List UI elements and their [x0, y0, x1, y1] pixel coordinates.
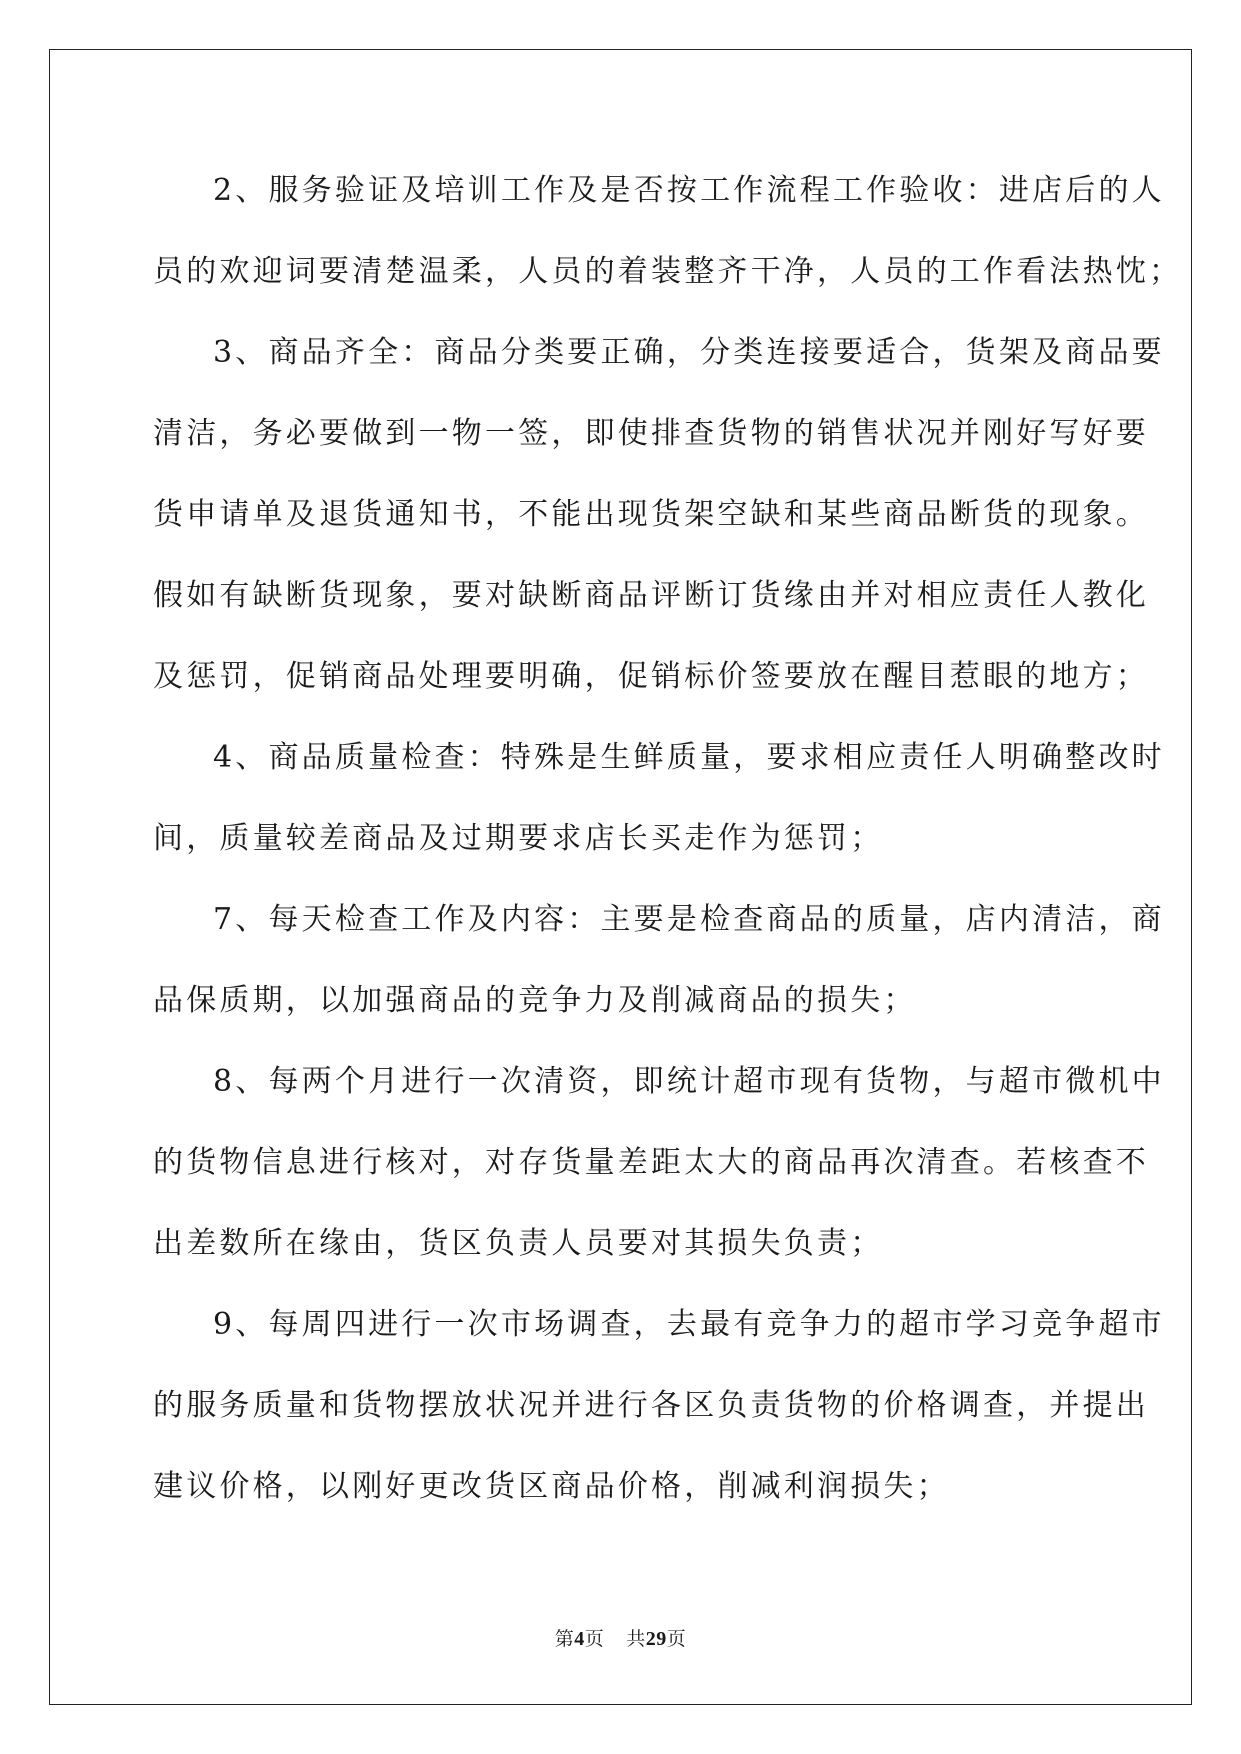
page-footer: [0, 1624, 1241, 1651]
paragraph-line: 及惩罚，促销商品处理要明确，促销标价签要放在醒目惹眼的地方；: [153, 659, 1149, 694]
paragraph-line: 建议价格，以刚好更改货区商品价格，削减利润损失；: [153, 1469, 950, 1504]
paragraph-line: 员的欢迎词要清楚温柔，人员的着装整齐干净，人员的工作看法热忱；: [153, 254, 1183, 289]
paragraph-line: 2、服务验证及培训工作及是否按工作流程工作验收：进店后的人: [213, 173, 1165, 208]
total-pages-number: 29: [645, 1628, 667, 1650]
paragraph-line: 货申请单及退货通知书，不能出现货架空缺和某些商品断货的现象。: [153, 497, 1149, 532]
paragraph-line: 清洁，务必要做到一物一签，即使排查货物的销售状况并刚好写好要: [153, 416, 1149, 451]
page-label-suffix: 页: [584, 1628, 605, 1650]
paragraph-line: 8、每两个月进行一次清资，即统计超市现有货物，与超市微机中: [213, 1064, 1165, 1099]
paragraph-line: 假如有缺断货现象，要对缺断商品评断订货缘由并对相应责任人教化: [153, 578, 1149, 613]
paragraph-line: 出差数所在缘由，货区负责人员要对其损失负责；: [153, 1226, 884, 1261]
current-page-number: 4: [574, 1628, 585, 1650]
paragraph-line: 3、商品齐全：商品分类要正确，分类连接要适合，货架及商品要: [213, 335, 1165, 370]
paragraph-line: 的货物信息进行核对，对存货量差距太大的商品再次清查。若核查不: [153, 1145, 1149, 1180]
document-body: [153, 164, 1183, 1541]
paragraph-line: 4、商品质量检查：特殊是生鲜质量，要求相应责任人明确整改时: [213, 740, 1165, 775]
paragraph-line: 9、每周四进行一次市场调查，去最有竞争力的超市学习竞争超市: [213, 1307, 1165, 1342]
paragraph-line: 的服务质量和货物摆放状况并进行各区负责货物的价格调查，并提出: [153, 1388, 1149, 1423]
total-label-suffix: 页: [666, 1628, 687, 1650]
paragraph-line: 7、每天检查工作及内容：主要是检查商品的质量，店内清洁，商: [213, 902, 1165, 937]
page-label-prefix: 第: [554, 1628, 575, 1650]
paragraph-line: 间，质量较差商品及过期要求店长买走作为惩罚；: [153, 821, 884, 856]
total-label-prefix: 共: [626, 1628, 646, 1650]
paragraph-line: 品保质期，以加强商品的竞争力及削减商品的损失；: [153, 983, 917, 1018]
